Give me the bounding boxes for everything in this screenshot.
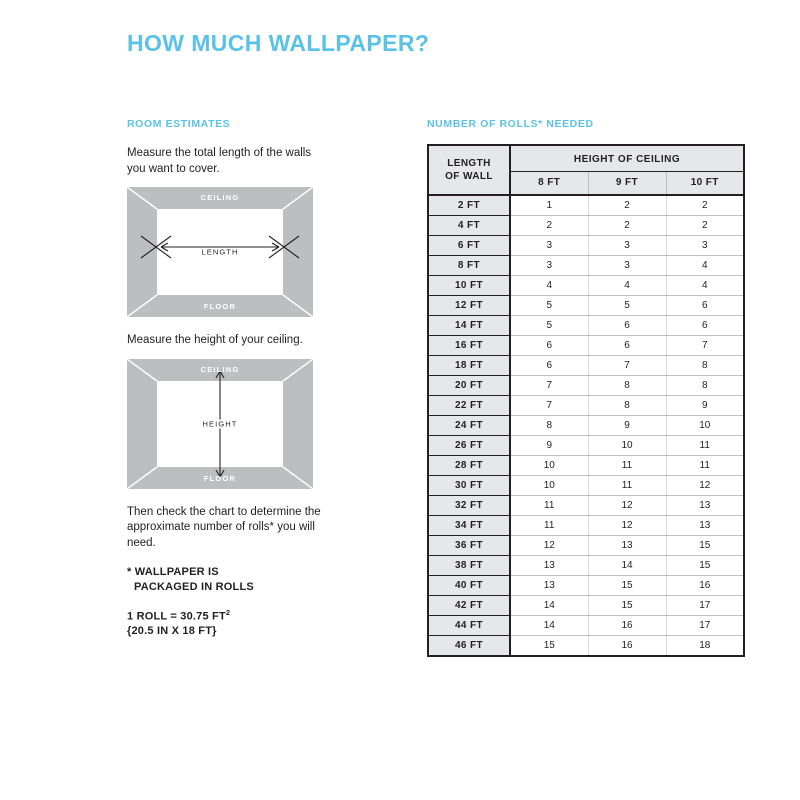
table-head <box>428 145 744 195</box>
row-label-28-ft: 28 FT <box>428 456 510 476</box>
table-row <box>428 316 744 336</box>
cell-rolls-10-ft: 8 <box>666 356 744 376</box>
cell-rolls-10-ft: 11 <box>666 436 744 456</box>
row-label-6-ft: 6 FT <box>428 236 510 256</box>
row-label-38-ft: 38 FT <box>428 556 510 576</box>
table-row <box>428 376 744 396</box>
instruction-step-1: Measure the total length of the walls you want to cover. <box>127 147 312 175</box>
cell-rolls-10-ft: 13 <box>666 496 744 516</box>
cell-rolls-9-ft: 14 <box>588 556 666 576</box>
cell-rolls-8-ft: 6 <box>510 356 588 376</box>
cell-rolls-10-ft: 4 <box>666 256 744 276</box>
cell-rolls-8-ft: 12 <box>510 536 588 556</box>
table-row <box>428 195 744 216</box>
header-col-8ft: 8 FT <box>510 172 588 196</box>
cell-rolls-8-ft: 2 <box>510 216 588 236</box>
cell-rolls-9-ft: 12 <box>588 496 666 516</box>
cell-rolls-9-ft: 11 <box>588 456 666 476</box>
cell-rolls-8-ft: 5 <box>510 296 588 316</box>
room-estimates-section <box>127 118 327 639</box>
rolls-table-section <box>427 118 745 657</box>
cell-rolls-9-ft: 5 <box>588 296 666 316</box>
table-row <box>428 416 744 436</box>
page-title: HOW MUCH WALLPAPER? <box>127 30 430 56</box>
cell-rolls-8-ft: 13 <box>510 576 588 596</box>
cell-rolls-10-ft: 6 <box>666 316 744 336</box>
room-estimates-heading: ROOM ESTIMATES <box>127 118 231 130</box>
cell-rolls-9-ft: 9 <box>588 416 666 436</box>
row-label-8-ft: 8 FT <box>428 256 510 276</box>
cell-rolls-9-ft: 4 <box>588 276 666 296</box>
table-row <box>428 536 744 556</box>
cell-rolls-8-ft: 11 <box>510 496 588 516</box>
roll-size-line-1 <box>127 608 327 625</box>
cell-rolls-9-ft: 16 <box>588 616 666 636</box>
cell-rolls-9-ft: 13 <box>588 536 666 556</box>
roll-size-line-2: {20.5 IN X 18 FT} <box>127 625 217 638</box>
table-row <box>428 516 744 536</box>
cell-rolls-9-ft: 7 <box>588 356 666 376</box>
cell-rolls-10-ft: 16 <box>666 576 744 596</box>
row-label-20-ft: 20 FT <box>428 376 510 396</box>
room-length-diagram <box>127 187 313 317</box>
row-label-12-ft: 12 FT <box>428 296 510 316</box>
header-length-line-2: OF WALL <box>445 171 493 182</box>
cell-rolls-8-ft: 6 <box>510 336 588 356</box>
cell-rolls-8-ft: 10 <box>510 456 588 476</box>
table-row <box>428 236 744 256</box>
cell-rolls-8-ft: 3 <box>510 236 588 256</box>
cell-rolls-8-ft: 10 <box>510 476 588 496</box>
row-label-34-ft: 34 FT <box>428 516 510 536</box>
table-row <box>428 456 744 476</box>
cell-rolls-9-ft: 12 <box>588 516 666 536</box>
cell-rolls-8-ft: 9 <box>510 436 588 456</box>
row-label-44-ft: 44 FT <box>428 616 510 636</box>
roll-size-note <box>127 608 327 639</box>
table-row <box>428 336 744 356</box>
row-label-18-ft: 18 FT <box>428 356 510 376</box>
cell-rolls-8-ft: 1 <box>510 195 588 216</box>
roll-size-text: 1 ROLL = 30.75 FT <box>127 610 226 623</box>
cell-rolls-10-ft: 3 <box>666 236 744 256</box>
cell-rolls-10-ft: 4 <box>666 276 744 296</box>
row-label-46-ft: 46 FT <box>428 636 510 657</box>
room-height-diagram <box>127 359 313 489</box>
cell-rolls-9-ft: 3 <box>588 256 666 276</box>
cell-rolls-10-ft: 10 <box>666 416 744 436</box>
rolls-needed-table <box>427 144 745 657</box>
diagram2-height-label: HEIGHT <box>200 419 241 428</box>
table-row <box>428 216 744 236</box>
footnote-line-1: * WALLPAPER IS <box>127 566 219 579</box>
table-row <box>428 476 744 496</box>
row-label-4-ft: 4 FT <box>428 216 510 236</box>
table-row <box>428 616 744 636</box>
roll-size-exponent: 2 <box>225 607 231 617</box>
table-row <box>428 436 744 456</box>
cell-rolls-10-ft: 2 <box>666 216 744 236</box>
cell-rolls-9-ft: 8 <box>588 396 666 416</box>
row-label-36-ft: 36 FT <box>428 536 510 556</box>
cell-rolls-10-ft: 11 <box>666 456 744 476</box>
row-label-22-ft: 22 FT <box>428 396 510 416</box>
cell-rolls-8-ft: 3 <box>510 256 588 276</box>
cell-rolls-10-ft: 13 <box>666 516 744 536</box>
cell-rolls-9-ft: 15 <box>588 576 666 596</box>
diagram2-ceiling-label: CEILING <box>200 364 240 374</box>
cell-rolls-10-ft: 8 <box>666 376 744 396</box>
cell-rolls-8-ft: 5 <box>510 316 588 336</box>
table-row <box>428 256 744 276</box>
instruction-step-3: Then check the chart to determine the approximate number of rolls* you will need. <box>127 505 321 549</box>
header-col-10ft: 10 FT <box>666 172 744 196</box>
cell-rolls-8-ft: 7 <box>510 376 588 396</box>
cell-rolls-10-ft: 9 <box>666 396 744 416</box>
cell-rolls-8-ft: 4 <box>510 276 588 296</box>
row-label-26-ft: 26 FT <box>428 436 510 456</box>
cell-rolls-9-ft: 8 <box>588 376 666 396</box>
table-row <box>428 496 744 516</box>
header-col-9ft: 9 FT <box>588 172 666 196</box>
cell-rolls-10-ft: 2 <box>666 195 744 216</box>
cell-rolls-10-ft: 6 <box>666 296 744 316</box>
table-row <box>428 396 744 416</box>
cell-rolls-9-ft: 3 <box>588 236 666 256</box>
cell-rolls-10-ft: 15 <box>666 556 744 576</box>
header-length-line-1: LENGTH <box>447 158 491 169</box>
cell-rolls-9-ft: 15 <box>588 596 666 616</box>
row-label-40-ft: 40 FT <box>428 576 510 596</box>
cell-rolls-9-ft: 10 <box>588 436 666 456</box>
table-row <box>428 596 744 616</box>
cell-rolls-8-ft: 11 <box>510 516 588 536</box>
table-row <box>428 636 744 657</box>
row-label-30-ft: 30 FT <box>428 476 510 496</box>
row-label-16-ft: 16 FT <box>428 336 510 356</box>
row-label-32-ft: 32 FT <box>428 496 510 516</box>
header-length-of-wall <box>428 145 510 195</box>
row-label-14-ft: 14 FT <box>428 316 510 336</box>
table-row <box>428 576 744 596</box>
cell-rolls-8-ft: 13 <box>510 556 588 576</box>
table-row <box>428 556 744 576</box>
cell-rolls-9-ft: 6 <box>588 336 666 356</box>
header-height-of-ceiling: HEIGHT OF CEILING <box>510 145 744 172</box>
row-label-24-ft: 24 FT <box>428 416 510 436</box>
cell-rolls-8-ft: 14 <box>510 616 588 636</box>
cell-rolls-9-ft: 11 <box>588 476 666 496</box>
cell-rolls-8-ft: 15 <box>510 636 588 657</box>
cell-rolls-10-ft: 18 <box>666 636 744 657</box>
cell-rolls-8-ft: 14 <box>510 596 588 616</box>
row-label-2-ft: 2 FT <box>428 195 510 216</box>
row-label-42-ft: 42 FT <box>428 596 510 616</box>
cell-rolls-10-ft: 15 <box>666 536 744 556</box>
cell-rolls-9-ft: 2 <box>588 216 666 236</box>
cell-rolls-8-ft: 7 <box>510 396 588 416</box>
cell-rolls-9-ft: 16 <box>588 636 666 657</box>
diagram2-floor-label: FLOOR <box>203 473 237 483</box>
footnote-line-2: PACKAGED IN ROLLS <box>134 580 254 593</box>
diagram1-ceiling-label: CEILING <box>200 193 240 203</box>
table-row <box>428 276 744 296</box>
table-row <box>428 356 744 376</box>
cell-rolls-9-ft: 2 <box>588 195 666 216</box>
cell-rolls-8-ft: 8 <box>510 416 588 436</box>
rolls-table-heading: NUMBER OF ROLLS* NEEDED <box>427 118 594 130</box>
cell-rolls-10-ft: 17 <box>666 596 744 616</box>
wallpaper-footnote <box>127 565 327 595</box>
row-label-10-ft: 10 FT <box>428 276 510 296</box>
cell-rolls-10-ft: 12 <box>666 476 744 496</box>
diagram1-length-label: LENGTH <box>198 248 241 257</box>
cell-rolls-10-ft: 17 <box>666 616 744 636</box>
table-row <box>428 296 744 316</box>
table-body <box>428 195 744 656</box>
diagram1-floor-label: FLOOR <box>203 302 237 312</box>
table-header-row-1 <box>428 145 744 172</box>
cell-rolls-10-ft: 7 <box>666 336 744 356</box>
cell-rolls-9-ft: 6 <box>588 316 666 336</box>
instruction-step-2: Measure the height of your ceiling. <box>127 334 303 347</box>
